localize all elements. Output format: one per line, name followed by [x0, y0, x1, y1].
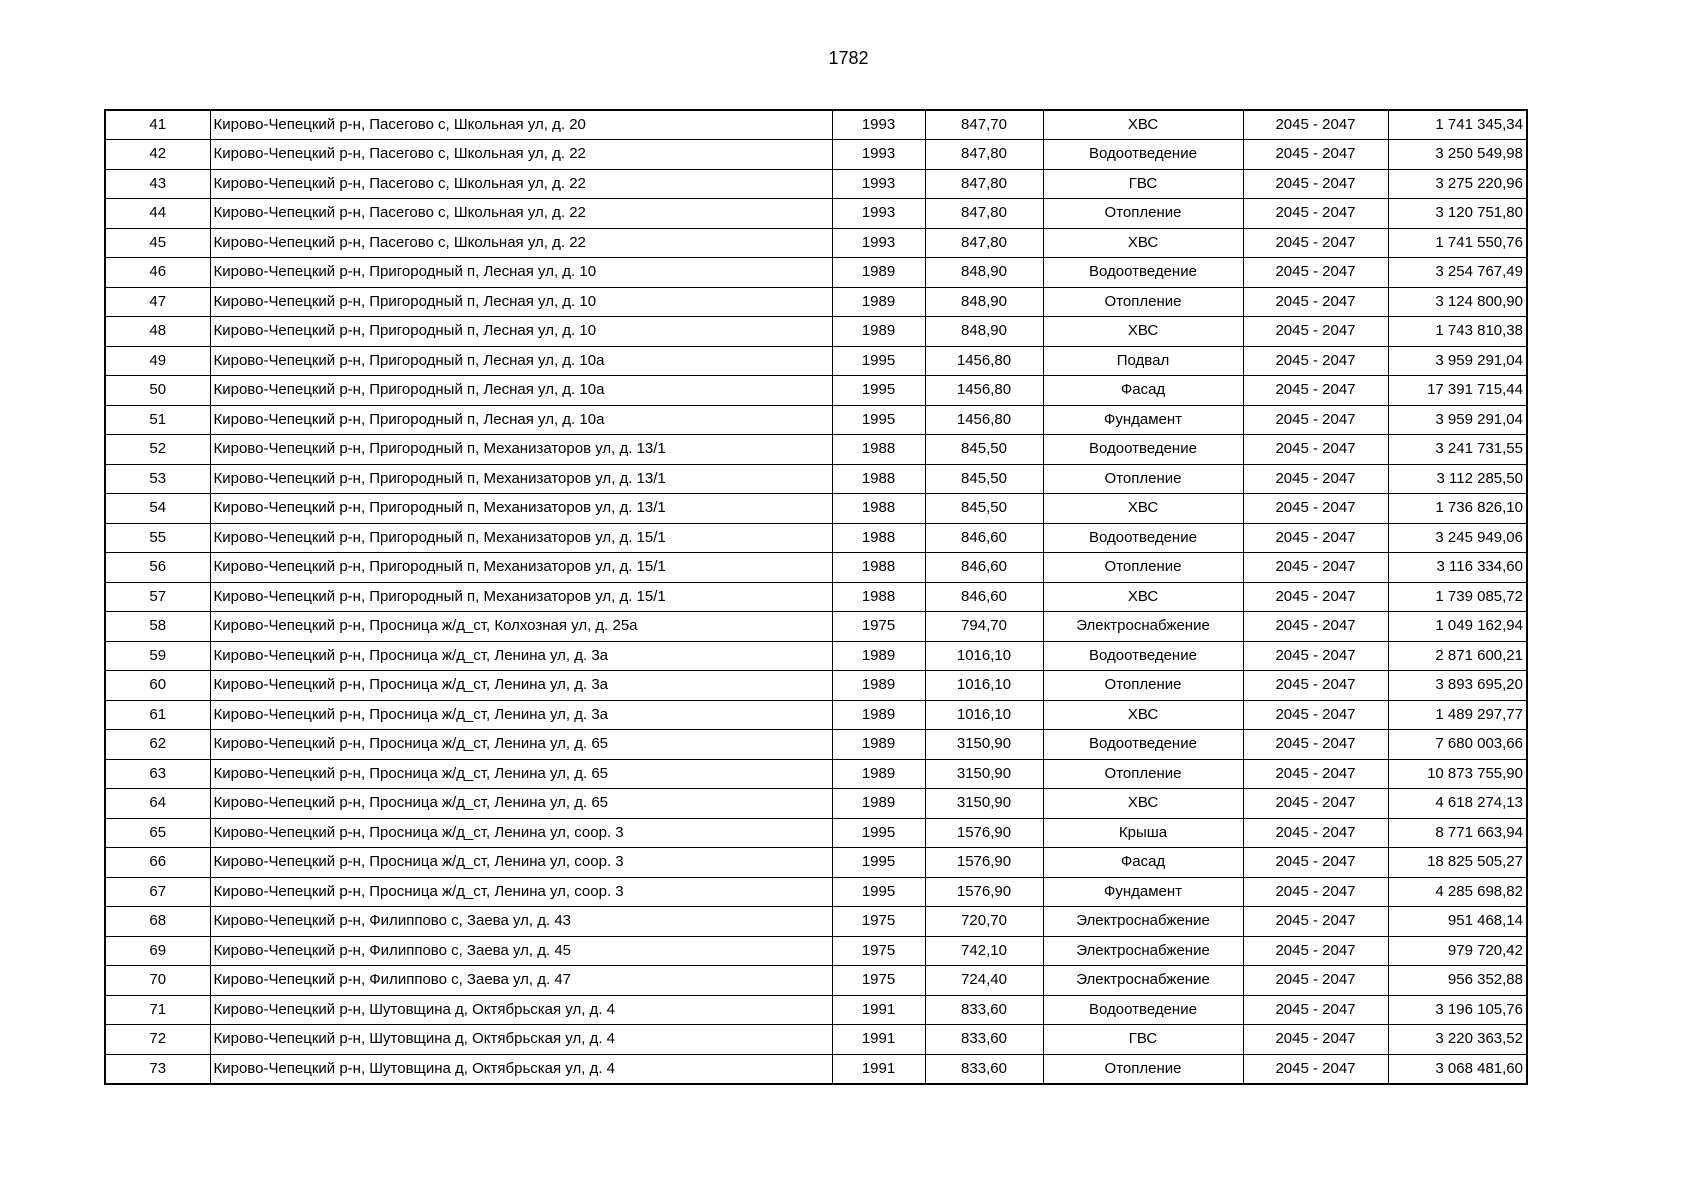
address-cell: Кирово-Чепецкий р-н, Просница ж/д_ст, Ленина ул, д. 65: [210, 759, 832, 789]
period-cell: 2045 - 2047: [1243, 789, 1388, 819]
work-type-cell: Отопление: [1043, 759, 1243, 789]
work-type-cell: Водоотведение: [1043, 523, 1243, 553]
table-body: [105, 110, 1527, 1084]
address-cell: Кирово-Чепецкий р-н, Пасегово с, Школьная ул, д. 22: [210, 169, 832, 199]
address-cell: Кирово-Чепецкий р-н, Просница ж/д_ст, Ленина ул, д. 3а: [210, 700, 832, 730]
address-cell: Кирово-Чепецкий р-н, Филиппово с, Заева ул, д. 45: [210, 936, 832, 966]
row-number: 47: [105, 287, 210, 317]
area-cell: 794,70: [925, 612, 1043, 642]
table-row: [105, 435, 1527, 465]
work-type-cell: ГВС: [1043, 1025, 1243, 1055]
address-cell: Кирово-Чепецкий р-н, Пригородный п, Лесная ул, д. 10а: [210, 346, 832, 376]
table-row: [105, 110, 1527, 140]
area-cell: 1576,90: [925, 877, 1043, 907]
table-row: [105, 700, 1527, 730]
table-row: [105, 376, 1527, 406]
year-cell: 1989: [832, 671, 925, 701]
table-row: [105, 405, 1527, 435]
cost-cell: 3 112 285,50: [1388, 464, 1527, 494]
table-row: [105, 169, 1527, 199]
year-cell: 1975: [832, 907, 925, 937]
address-cell: Кирово-Чепецкий р-н, Пригородный п, Лесная ул, д. 10: [210, 317, 832, 347]
year-cell: 1995: [832, 818, 925, 848]
period-cell: 2045 - 2047: [1243, 317, 1388, 347]
row-number: 73: [105, 1054, 210, 1084]
period-cell: 2045 - 2047: [1243, 169, 1388, 199]
row-number: 49: [105, 346, 210, 376]
row-number: 46: [105, 258, 210, 288]
period-cell: 2045 - 2047: [1243, 1025, 1388, 1055]
table-row: [105, 258, 1527, 288]
area-cell: 1016,10: [925, 641, 1043, 671]
row-number: 45: [105, 228, 210, 258]
row-number: 53: [105, 464, 210, 494]
table-row: [105, 346, 1527, 376]
row-number: 68: [105, 907, 210, 937]
table-row: [105, 907, 1527, 937]
cost-cell: 8 771 663,94: [1388, 818, 1527, 848]
table-row: [105, 464, 1527, 494]
period-cell: 2045 - 2047: [1243, 553, 1388, 583]
work-type-cell: Электроснабжение: [1043, 907, 1243, 937]
row-number: 66: [105, 848, 210, 878]
area-cell: 833,60: [925, 1054, 1043, 1084]
year-cell: 1995: [832, 877, 925, 907]
address-cell: Кирово-Чепецкий р-н, Пасегово с, Школьная ул, д. 22: [210, 228, 832, 258]
year-cell: 1993: [832, 110, 925, 140]
address-cell: Кирово-Чепецкий р-н, Пригородный п, Механизаторов ул, д. 13/1: [210, 494, 832, 524]
table-row: [105, 848, 1527, 878]
address-cell: Кирово-Чепецкий р-н, Шутовщина д, Октябрьская ул, д. 4: [210, 995, 832, 1025]
address-cell: Кирово-Чепецкий р-н, Пригородный п, Лесная ул, д. 10: [210, 258, 832, 288]
work-type-cell: Фундамент: [1043, 405, 1243, 435]
period-cell: 2045 - 2047: [1243, 405, 1388, 435]
area-cell: 1576,90: [925, 848, 1043, 878]
cost-cell: 979 720,42: [1388, 936, 1527, 966]
year-cell: 1995: [832, 405, 925, 435]
table-row: [105, 759, 1527, 789]
cost-cell: 956 352,88: [1388, 966, 1527, 996]
cost-cell: 2 871 600,21: [1388, 641, 1527, 671]
area-cell: 845,50: [925, 494, 1043, 524]
area-cell: 847,80: [925, 199, 1043, 229]
period-cell: 2045 - 2047: [1243, 759, 1388, 789]
cost-cell: 3 275 220,96: [1388, 169, 1527, 199]
address-cell: Кирово-Чепецкий р-н, Пригородный п, Механизаторов ул, д. 15/1: [210, 523, 832, 553]
row-number: 65: [105, 818, 210, 848]
period-cell: 2045 - 2047: [1243, 877, 1388, 907]
area-cell: 846,60: [925, 553, 1043, 583]
address-cell: Кирово-Чепецкий р-н, Пригородный п, Механизаторов ул, д. 13/1: [210, 435, 832, 465]
work-type-cell: Водоотведение: [1043, 140, 1243, 170]
year-cell: 1989: [832, 641, 925, 671]
work-type-cell: Отопление: [1043, 464, 1243, 494]
work-type-cell: Электроснабжение: [1043, 612, 1243, 642]
address-cell: Кирово-Чепецкий р-н, Пасегово с, Школьная ул, д. 20: [210, 110, 832, 140]
year-cell: 1995: [832, 346, 925, 376]
table-row: [105, 995, 1527, 1025]
row-number: 59: [105, 641, 210, 671]
row-number: 63: [105, 759, 210, 789]
row-number: 62: [105, 730, 210, 760]
year-cell: 1975: [832, 612, 925, 642]
work-type-cell: Водоотведение: [1043, 995, 1243, 1025]
table-row: [105, 1054, 1527, 1084]
address-cell: Кирово-Чепецкий р-н, Пасегово с, Школьная ул, д. 22: [210, 140, 832, 170]
work-type-cell: Подвал: [1043, 346, 1243, 376]
row-number: 61: [105, 700, 210, 730]
period-cell: 2045 - 2047: [1243, 110, 1388, 140]
period-cell: 2045 - 2047: [1243, 966, 1388, 996]
cost-cell: 10 873 755,90: [1388, 759, 1527, 789]
work-type-cell: ХВС: [1043, 789, 1243, 819]
area-cell: 3150,90: [925, 759, 1043, 789]
work-type-cell: Водоотведение: [1043, 435, 1243, 465]
address-cell: Кирово-Чепецкий р-н, Просница ж/д_ст, Ленина ул, д. 65: [210, 730, 832, 760]
period-cell: 2045 - 2047: [1243, 523, 1388, 553]
area-cell: 3150,90: [925, 730, 1043, 760]
period-cell: 2045 - 2047: [1243, 671, 1388, 701]
cost-cell: 18 825 505,27: [1388, 848, 1527, 878]
period-cell: 2045 - 2047: [1243, 199, 1388, 229]
year-cell: 1995: [832, 376, 925, 406]
period-cell: 2045 - 2047: [1243, 730, 1388, 760]
address-cell: Кирово-Чепецкий р-н, Шутовщина д, Октябрьская ул, д. 4: [210, 1054, 832, 1084]
row-number: 69: [105, 936, 210, 966]
work-type-cell: Фундамент: [1043, 877, 1243, 907]
work-type-cell: ХВС: [1043, 582, 1243, 612]
row-number: 41: [105, 110, 210, 140]
table-row: [105, 641, 1527, 671]
cost-cell: 3 196 105,76: [1388, 995, 1527, 1025]
area-cell: 1016,10: [925, 700, 1043, 730]
work-type-cell: Фасад: [1043, 376, 1243, 406]
work-type-cell: Отопление: [1043, 671, 1243, 701]
year-cell: 1993: [832, 169, 925, 199]
row-number: 57: [105, 582, 210, 612]
row-number: 56: [105, 553, 210, 583]
table-row: [105, 317, 1527, 347]
table-row: [105, 553, 1527, 583]
row-number: 72: [105, 1025, 210, 1055]
row-number: 51: [105, 405, 210, 435]
work-type-cell: Электроснабжение: [1043, 966, 1243, 996]
work-type-cell: Отопление: [1043, 287, 1243, 317]
address-cell: Кирово-Чепецкий р-н, Просница ж/д_ст, Колхозная ул, д. 25а: [210, 612, 832, 642]
work-type-cell: ХВС: [1043, 700, 1243, 730]
year-cell: 1993: [832, 228, 925, 258]
cost-cell: 1 736 826,10: [1388, 494, 1527, 524]
work-type-cell: ХВС: [1043, 228, 1243, 258]
row-number: 58: [105, 612, 210, 642]
area-cell: 846,60: [925, 523, 1043, 553]
area-cell: 833,60: [925, 995, 1043, 1025]
cost-cell: 3 245 949,06: [1388, 523, 1527, 553]
area-cell: 3150,90: [925, 789, 1043, 819]
cost-cell: 17 391 715,44: [1388, 376, 1527, 406]
year-cell: 1975: [832, 966, 925, 996]
table-row: [105, 287, 1527, 317]
table-row: [105, 789, 1527, 819]
row-number: 64: [105, 789, 210, 819]
address-cell: Кирово-Чепецкий р-н, Пригородный п, Лесная ул, д. 10а: [210, 405, 832, 435]
cost-cell: 3 116 334,60: [1388, 553, 1527, 583]
page-number: 1782: [828, 48, 869, 68]
address-cell: Кирово-Чепецкий р-н, Шутовщина д, Октябрьская ул, д. 4: [210, 1025, 832, 1055]
year-cell: 1988: [832, 494, 925, 524]
cost-cell: 3 893 695,20: [1388, 671, 1527, 701]
year-cell: 1975: [832, 936, 925, 966]
address-cell: Кирово-Чепецкий р-н, Филиппово с, Заева ул, д. 47: [210, 966, 832, 996]
cost-cell: 3 220 363,52: [1388, 1025, 1527, 1055]
year-cell: 1993: [832, 199, 925, 229]
period-cell: 2045 - 2047: [1243, 818, 1388, 848]
table-row: [105, 228, 1527, 258]
work-type-cell: Водоотведение: [1043, 258, 1243, 288]
cost-cell: 3 250 549,98: [1388, 140, 1527, 170]
work-type-cell: Крыша: [1043, 818, 1243, 848]
table-row: [105, 1025, 1527, 1055]
area-cell: 848,90: [925, 317, 1043, 347]
year-cell: 1989: [832, 789, 925, 819]
area-cell: 1456,80: [925, 405, 1043, 435]
work-type-cell: Отопление: [1043, 1054, 1243, 1084]
area-cell: 833,60: [925, 1025, 1043, 1055]
year-cell: 1995: [832, 848, 925, 878]
work-type-cell: Отопление: [1043, 199, 1243, 229]
period-cell: 2045 - 2047: [1243, 700, 1388, 730]
cost-cell: 1 049 162,94: [1388, 612, 1527, 642]
year-cell: 1988: [832, 464, 925, 494]
address-cell: Кирово-Чепецкий р-н, Филиппово с, Заева ул, д. 43: [210, 907, 832, 937]
cost-cell: 1 741 345,34: [1388, 110, 1527, 140]
cost-cell: 4 285 698,82: [1388, 877, 1527, 907]
area-cell: 845,50: [925, 435, 1043, 465]
work-type-cell: Фасад: [1043, 848, 1243, 878]
year-cell: 1989: [832, 317, 925, 347]
row-number: 42: [105, 140, 210, 170]
area-cell: 848,90: [925, 258, 1043, 288]
year-cell: 1989: [832, 759, 925, 789]
period-cell: 2045 - 2047: [1243, 346, 1388, 376]
cost-cell: 3 068 481,60: [1388, 1054, 1527, 1084]
work-type-cell: ГВС: [1043, 169, 1243, 199]
table-row: [105, 966, 1527, 996]
work-type-cell: Отопление: [1043, 553, 1243, 583]
area-cell: 1456,80: [925, 346, 1043, 376]
period-cell: 2045 - 2047: [1243, 140, 1388, 170]
address-cell: Кирово-Чепецкий р-н, Просница ж/д_ст, Ленина ул, соор. 3: [210, 877, 832, 907]
area-cell: 845,50: [925, 464, 1043, 494]
cost-cell: 1 489 297,77: [1388, 700, 1527, 730]
area-cell: 1456,80: [925, 376, 1043, 406]
table-row: [105, 494, 1527, 524]
cost-cell: 7 680 003,66: [1388, 730, 1527, 760]
area-cell: 1576,90: [925, 818, 1043, 848]
area-cell: 724,40: [925, 966, 1043, 996]
row-number: 54: [105, 494, 210, 524]
row-number: 50: [105, 376, 210, 406]
address-cell: Кирово-Чепецкий р-н, Пригородный п, Механизаторов ул, д. 15/1: [210, 582, 832, 612]
table-row: [105, 140, 1527, 170]
cost-cell: 951 468,14: [1388, 907, 1527, 937]
row-number: 70: [105, 966, 210, 996]
address-cell: Кирово-Чепецкий р-н, Пригородный п, Лесная ул, д. 10а: [210, 376, 832, 406]
table-row: [105, 199, 1527, 229]
address-cell: Кирово-Чепецкий р-н, Просница ж/д_ст, Ленина ул, д. 3а: [210, 641, 832, 671]
area-cell: 742,10: [925, 936, 1043, 966]
area-cell: 847,80: [925, 169, 1043, 199]
year-cell: 1988: [832, 435, 925, 465]
table-row: [105, 818, 1527, 848]
row-number: 60: [105, 671, 210, 701]
period-cell: 2045 - 2047: [1243, 1054, 1388, 1084]
work-type-cell: Водоотведение: [1043, 641, 1243, 671]
period-cell: 2045 - 2047: [1243, 494, 1388, 524]
area-cell: 720,70: [925, 907, 1043, 937]
address-cell: Кирово-Чепецкий р-н, Просница ж/д_ст, Ленина ул, соор. 3: [210, 818, 832, 848]
cost-cell: 3 254 767,49: [1388, 258, 1527, 288]
work-type-cell: Водоотведение: [1043, 730, 1243, 760]
period-cell: 2045 - 2047: [1243, 376, 1388, 406]
cost-cell: 3 124 800,90: [1388, 287, 1527, 317]
area-cell: 847,80: [925, 228, 1043, 258]
cost-cell: 4 618 274,13: [1388, 789, 1527, 819]
period-cell: 2045 - 2047: [1243, 464, 1388, 494]
period-cell: 2045 - 2047: [1243, 641, 1388, 671]
table-row: [105, 936, 1527, 966]
address-cell: Кирово-Чепецкий р-н, Пригородный п, Механизаторов ул, д. 13/1: [210, 464, 832, 494]
cost-cell: 3 241 731,55: [1388, 435, 1527, 465]
cost-cell: 3 120 751,80: [1388, 199, 1527, 229]
row-number: 67: [105, 877, 210, 907]
year-cell: 1993: [832, 140, 925, 170]
table-row: [105, 612, 1527, 642]
year-cell: 1991: [832, 1025, 925, 1055]
area-cell: 847,70: [925, 110, 1043, 140]
table-row: [105, 582, 1527, 612]
year-cell: 1988: [832, 523, 925, 553]
year-cell: 1988: [832, 553, 925, 583]
cost-cell: 1 739 085,72: [1388, 582, 1527, 612]
cost-cell: 1 741 550,76: [1388, 228, 1527, 258]
registry-table: [104, 109, 1528, 1085]
row-number: 44: [105, 199, 210, 229]
year-cell: 1991: [832, 1054, 925, 1084]
address-cell: Кирово-Чепецкий р-н, Просница ж/д_ст, Ленина ул, соор. 3: [210, 848, 832, 878]
cost-cell: 1 743 810,38: [1388, 317, 1527, 347]
area-cell: 846,60: [925, 582, 1043, 612]
period-cell: 2045 - 2047: [1243, 612, 1388, 642]
cost-cell: 3 959 291,04: [1388, 346, 1527, 376]
period-cell: 2045 - 2047: [1243, 228, 1388, 258]
year-cell: 1989: [832, 287, 925, 317]
period-cell: 2045 - 2047: [1243, 287, 1388, 317]
work-type-cell: ХВС: [1043, 494, 1243, 524]
work-type-cell: Электроснабжение: [1043, 936, 1243, 966]
year-cell: 1991: [832, 995, 925, 1025]
address-cell: Кирово-Чепецкий р-н, Просница ж/д_ст, Ленина ул, д. 3а: [210, 671, 832, 701]
table-row: [105, 523, 1527, 553]
year-cell: 1989: [832, 700, 925, 730]
period-cell: 2045 - 2047: [1243, 258, 1388, 288]
row-number: 52: [105, 435, 210, 465]
table-row: [105, 877, 1527, 907]
period-cell: 2045 - 2047: [1243, 582, 1388, 612]
year-cell: 1988: [832, 582, 925, 612]
address-cell: Кирово-Чепецкий р-н, Пригородный п, Лесная ул, д. 10: [210, 287, 832, 317]
row-number: 48: [105, 317, 210, 347]
row-number: 71: [105, 995, 210, 1025]
cost-cell: 3 959 291,04: [1388, 405, 1527, 435]
year-cell: 1989: [832, 730, 925, 760]
period-cell: 2045 - 2047: [1243, 995, 1388, 1025]
area-cell: 1016,10: [925, 671, 1043, 701]
table-row: [105, 671, 1527, 701]
address-cell: Кирово-Чепецкий р-н, Пригородный п, Механизаторов ул, д. 15/1: [210, 553, 832, 583]
period-cell: 2045 - 2047: [1243, 936, 1388, 966]
table-row: [105, 730, 1527, 760]
period-cell: 2045 - 2047: [1243, 848, 1388, 878]
row-number: 55: [105, 523, 210, 553]
year-cell: 1989: [832, 258, 925, 288]
work-type-cell: ХВС: [1043, 317, 1243, 347]
period-cell: 2045 - 2047: [1243, 435, 1388, 465]
address-cell: Кирово-Чепецкий р-н, Просница ж/д_ст, Ленина ул, д. 65: [210, 789, 832, 819]
area-cell: 847,80: [925, 140, 1043, 170]
address-cell: Кирово-Чепецкий р-н, Пасегово с, Школьная ул, д. 22: [210, 199, 832, 229]
period-cell: 2045 - 2047: [1243, 907, 1388, 937]
row-number: 43: [105, 169, 210, 199]
area-cell: 848,90: [925, 287, 1043, 317]
work-type-cell: ХВС: [1043, 110, 1243, 140]
